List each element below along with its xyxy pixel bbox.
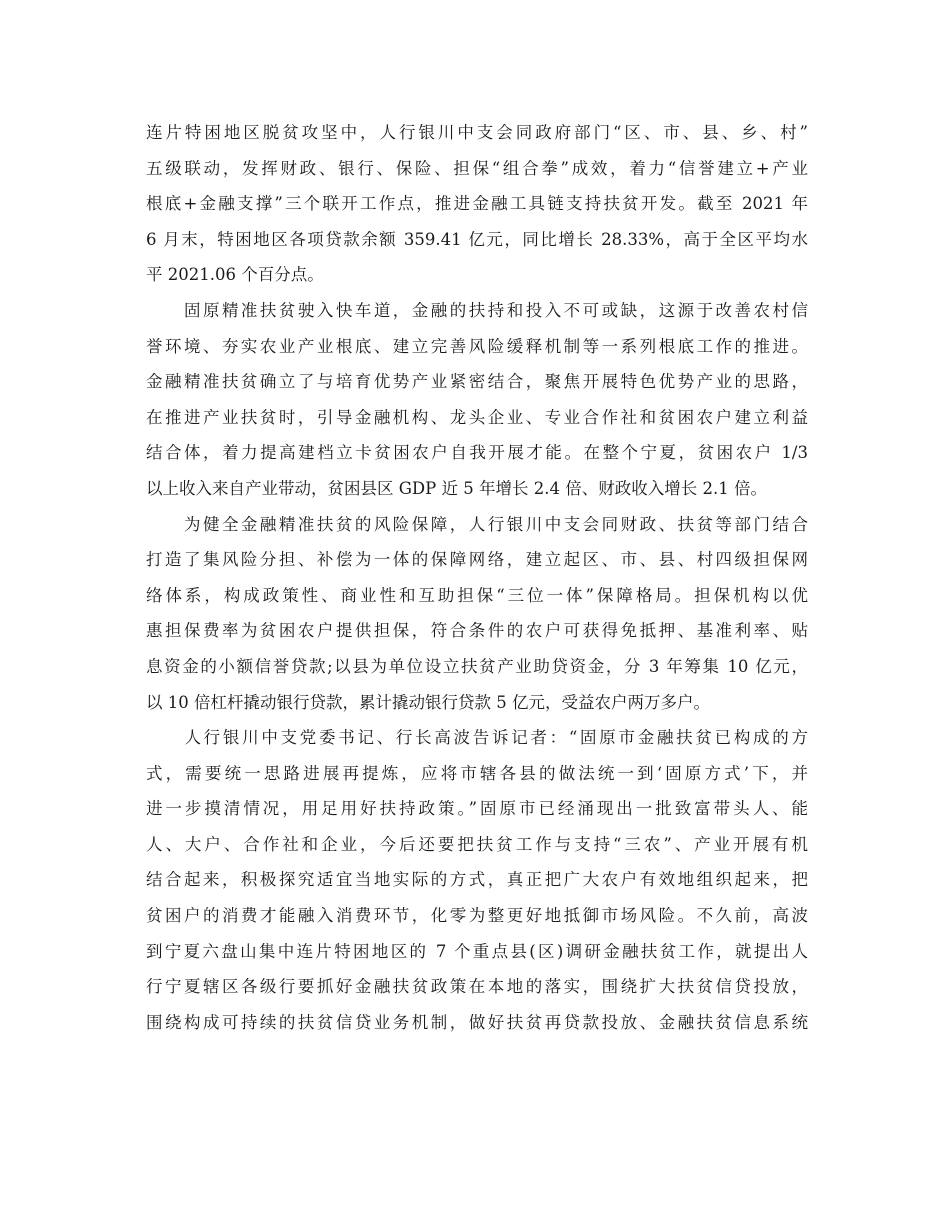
paragraph-2 <box>146 293 808 507</box>
text-line: 平 2021.06 个百分点。 <box>146 265 324 285</box>
text-line: 式，需要统一思路进展再提炼，应将市辖各县的做法统一到‘固原方式’下，并 <box>146 763 808 783</box>
text-line: 结合体，着力提高建档立卡贫困农户自我开展才能。在整个宁夏，贫困农户 1/3 <box>146 443 808 463</box>
paragraph-3 <box>146 507 808 721</box>
text-line: 息资金的小额信誉贷款;以县为单位设立扶贫产业助贷资金，分 3 年筹集 10 亿元， <box>146 656 808 676</box>
text-line: 在推进产业扶贫时，引导金融机构、龙头企业、专业合作社和贫困农户建立利益 <box>146 407 808 427</box>
paragraph-4 <box>146 720 808 1040</box>
text-line: 五级联动，发挥财政、银行、保险、担保“组合拳”成效，着力“信誉建立+产业 <box>146 158 808 178</box>
text-line: 金融精准扶贫确立了与培育优势产业紧密结合，聚焦开展特色优势产业的思路， <box>146 372 808 392</box>
text-line: 根底+金融支撑”三个联开工作点，推进金融工具链支持扶贫开发。截至 2021 年 <box>146 194 808 214</box>
text-line: 为健全金融精准扶贫的风险保障，人行银川中支会同财政、扶贫等部门结合 <box>146 514 808 534</box>
text-line: 打造了集风险分担、补偿为一体的保障网络，建立起区、市、县、村四级担保网 <box>146 550 808 570</box>
text-line: 以 10 倍杠杆撬动银行贷款，累计撬动银行贷款 5 亿元，受益农户两万多户。 <box>146 692 710 712</box>
text-line: 惠担保费率为贫困农户提供担保，符合条件的农户可获得免抵押、基准利率、贴 <box>146 621 808 641</box>
text-line: 围绕构成可持续的扶贫信贷业务机制，做好扶贫再贷款投放、金融扶贫信息系统 <box>146 1012 808 1032</box>
text-line: 以上收入来自产业带动，贫困县区 GDP 近 5 年增长 2.4 倍、财政收入增长 2.1 倍。 <box>146 478 767 498</box>
paragraph-1 <box>146 115 808 293</box>
text-line: 到宁夏六盘山集中连片特困地区的 7 个重点县(区)调研金融扶贫工作，就提出人 <box>146 941 808 961</box>
text-line: 进一步摸清情况，用足用好扶持政策。”固原市已经涌现出一批致富带头人、能 <box>146 799 808 819</box>
text-line: 誉环境、夯实农业产业根底、建立完善风险缓释机制等一系列根底工作的推进。 <box>146 336 808 356</box>
text-line: 结合起来，积极探究适宜当地实际的方式，真正把广大农户有效地组织起来，把 <box>146 870 808 890</box>
text-line: 人行银川中支党委书记、行长高波告诉记者：“固原市金融扶贫已构成的方 <box>146 728 808 748</box>
text-line: 连片特困地区脱贫攻坚中，人行银川中支会同政府部门“区、市、县、乡、村” <box>146 123 808 142</box>
text-line: 6 月末，特困地区各项贷款余额 359.41 亿元，同比增长 28.33%，高于全区平均水 <box>146 229 808 249</box>
document-body <box>146 115 808 1040</box>
text-line: 固原精准扶贫驶入快车道，金融的扶持和投入不可或缺，这源于改善农村信 <box>146 300 808 320</box>
text-line: 行宁夏辖区各级行要抓好金融扶贫政策在本地的落实，围绕扩大扶贫信贷投放， <box>146 977 808 997</box>
text-line: 人、大户、合作社和企业，今后还要把扶贫工作与支持“三农”、产业开展有机 <box>146 834 808 854</box>
text-line: 络体系，构成政策性、商业性和互助担保“三位一体”保障格局。担保机构以优 <box>146 585 808 605</box>
text-line: 贫困户的消费才能融入消费环节，化零为整更好地抵御市场风险。不久前，高波 <box>146 906 808 926</box>
